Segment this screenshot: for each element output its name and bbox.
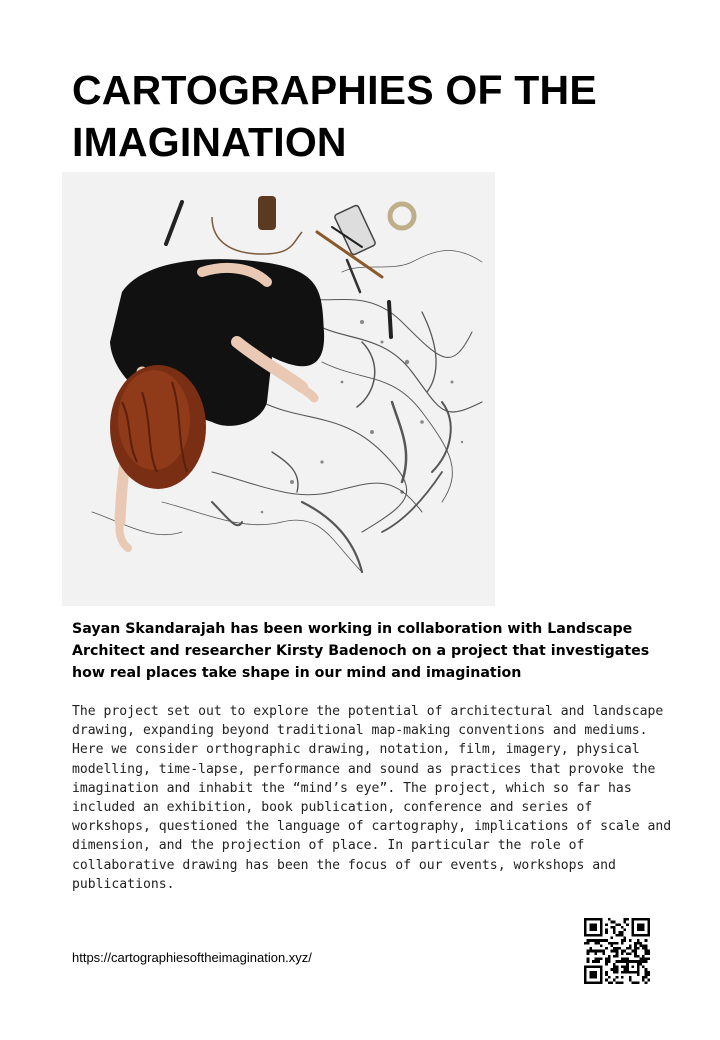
website-link[interactable]: https://cartographiesoftheimagination.xyz/ [72, 950, 312, 965]
page-title: CARTOGRAPHIES OF THE IMAGINATION [72, 67, 597, 165]
qr-code-icon [584, 918, 650, 984]
hero-photo [62, 172, 495, 606]
lead-paragraph: Sayan Skandarajah has been working in collaboration with Landscape Architect and researcher Kirsty Badenoch on a project that investigates how real places take shape in our mind and imagination [72, 621, 650, 681]
body-paragraph: The project set out to explore the potential of architectural and landscape drawing, expanding beyond traditional map-making conventions and mediums. Here we consider orthographic drawing, notation, film, imagery, physical modelling, time-lapse, performance and sound as practices that provoke the imagination and inhabit the “mind’s eye”. The project, which so far has included an exhibition, book publication, conference and series of workshops, questioned the language of cartography, implications of scale and dimension, and the projection of place. In particular the role of collaborative drawing has been the focus of our events, workshops and publications. [72, 704, 672, 892]
